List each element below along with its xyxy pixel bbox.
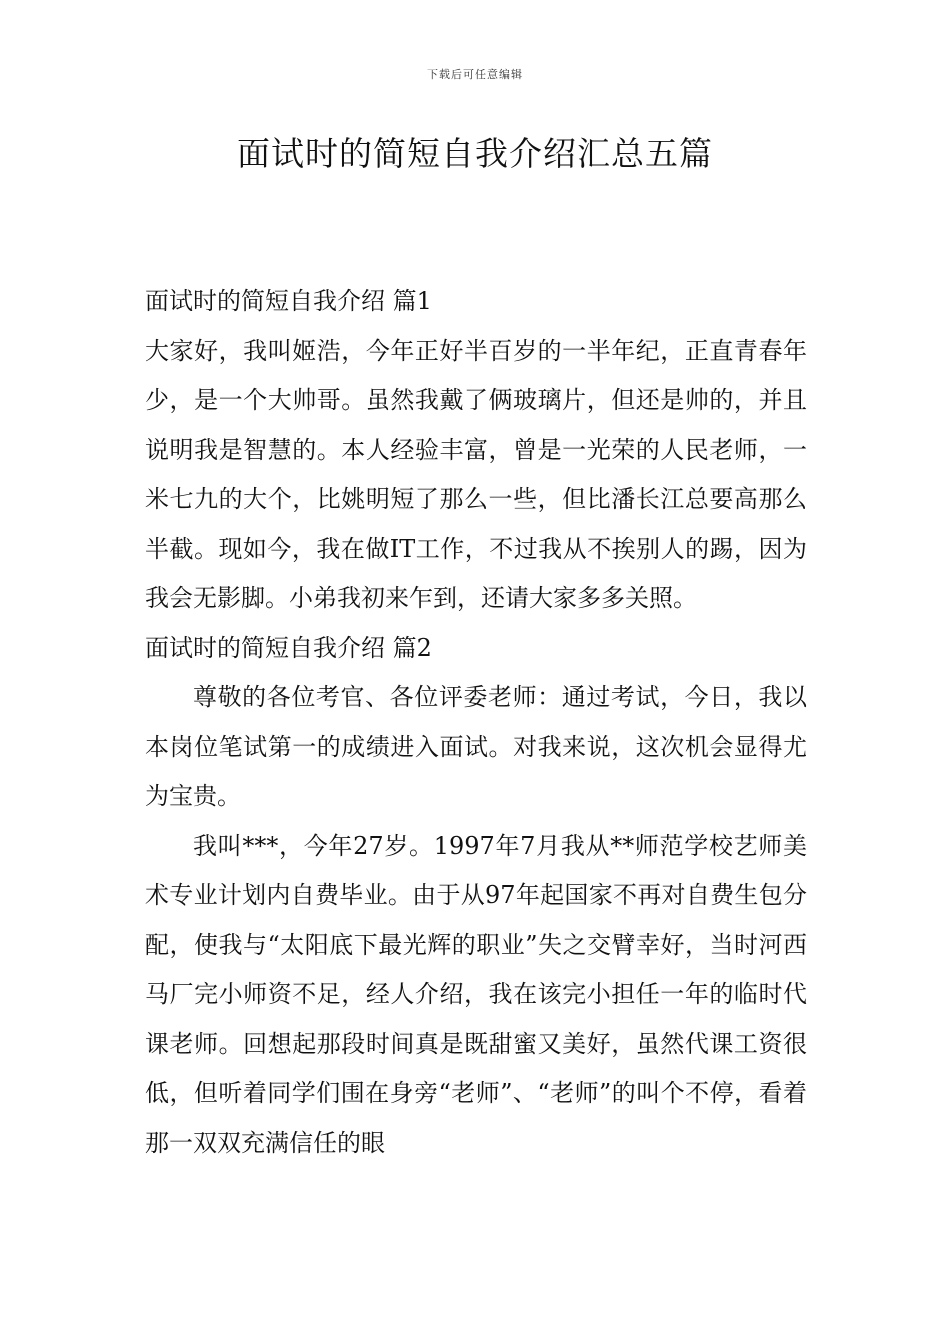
section-2 xyxy=(145,624,807,1169)
paragraph: 尊敬的各位考官、各位评委老师：通过考试，今日，我以本岗位笔试第一的成绩进入面试。对我来说，这次机会显得尤为宝贵。 xyxy=(145,683,807,810)
paragraph: 大家好，我叫姬浩，今年正好半百岁的一半年纪，正直青春年少，是一个大帅哥。虽然我戴了俩玻璃片，但还是帅的，并且说明我是智慧的。本人经验丰富，曾是一光荣的人民老师，一米七九的大个，比姚明短了那么一些，但比潘长江总要高那么半截。现如今，我在做IT工作，不过我从不挨别人的踢，因为我会无影脚。小弟我初来乍到，还请大家多多关照。 xyxy=(145,336,807,612)
header-note: 下载后可任意编辑 xyxy=(427,68,523,81)
section-heading: 面试时的简短自我介绍 篇2 xyxy=(145,633,432,662)
document-body xyxy=(145,277,807,1168)
section-heading: 面试时的简短自我介绍 篇1 xyxy=(145,287,432,315)
paragraph: 我叫***，今年27岁。1997年7月我从**师范学校艺师美术专业计划内自费毕业。由于从97年起国家不再对自费生包分配，使我与“太阳底下最光辉的职业”失之交臂幸好，当时河西马厂完小师资不足，经人介绍，我在该完小担任一年的临时代课老师。回想起那段时间真是既甜蜜又美好，虽然代课工资很低，但听着同学们围在身旁“老师”、“老师”的叫个不停，看着那一双双充满信任的眼 xyxy=(145,831,807,1157)
document-title: 面试时的简短自我介绍汇总五篇 xyxy=(237,134,713,173)
section-1 xyxy=(145,277,807,624)
